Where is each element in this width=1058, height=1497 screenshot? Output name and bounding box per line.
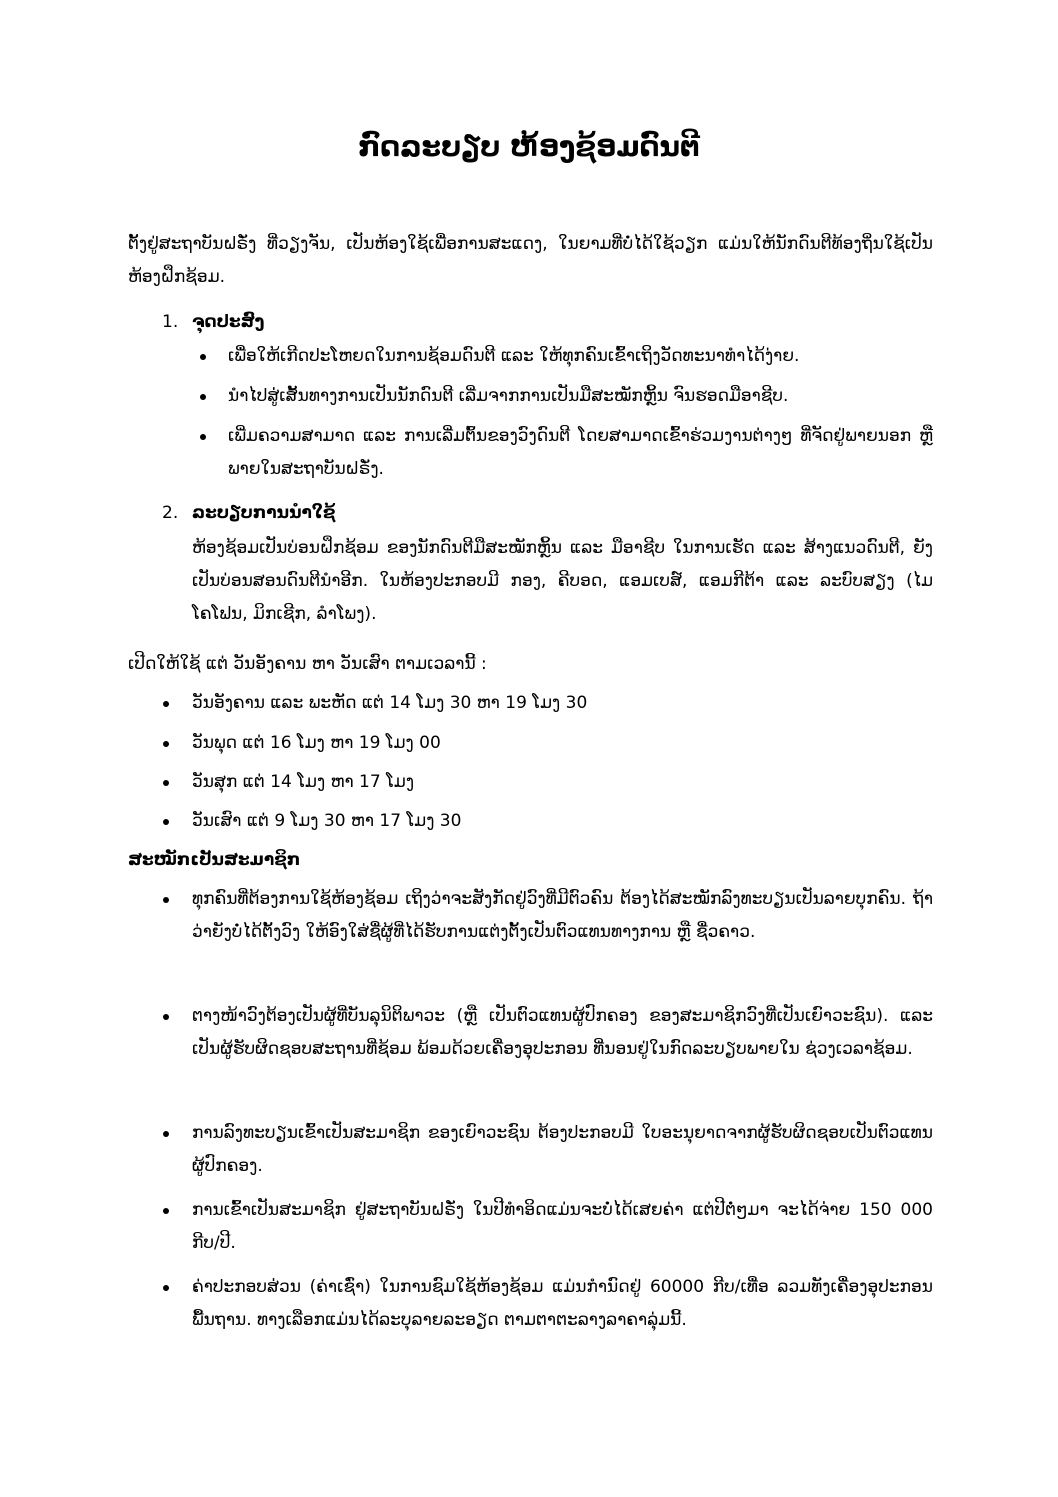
document-title: ກົດລະບຽບ ຫ້ອງຊ້ອມດົນຕີ: [358, 130, 700, 163]
bullet-icon: [163, 1208, 169, 1214]
membership-item: ທຸກຄົນທີ່ຕ້ອງການໃຊ້ຫ້ອງຊ້ອມ ເຖິງວ່າຈະສັງກັດຢູ່ວົງທີ່ມີຕົວຄົນ ຕ້ອງໄດ້ສະໝັກລົງທະບຽນເປັນລາຍບຸກຄົນ. ຖ້າວ່າຍັງບໍ່ໄດ້ຕັ້ງວົງ ໃຫ້ອົງໃສ່ຊື່ຜູ້ທີ່ໄດ້ຮັບການແຕ່ງຕັ້ງເປັນຕົວແທນທາງການ ຫຼື ຊື່ວຄາວ.: [192, 889, 933, 942]
list-item-text: ນຳໄປສູ່ເສັ້ນທາງການເປັນນັກດົນຕີ ເລີ່ມຈາກການເປັນມືສະໝັກຫຼິ້ນ ຈົນຮອດມືອາຊີບ.: [228, 386, 789, 406]
bullet-icon: [200, 434, 206, 440]
schedule-item: ວັນອັງຄານ ແລະ ພະຫັດ ແຕ່ 14 ໂມງ 30 ຫາ 19 ໂມງ 30: [192, 693, 588, 713]
membership-item: ການເຂົ້າເປັນສະມາຊິກ ຢູ່ສະຖາບັນຝຣັ່ງ ໃນປີທຳອິດແມ່ນຈະບໍ່ໄດ້ເສຍຄ່າ ແຕ່ປີຕໍ່ໆມາ ຈະໄດ້ຈ່າຍ 150 000 ກີບ/ປີ.: [192, 1200, 933, 1253]
bullet-icon: [163, 701, 169, 707]
bullet-icon: [163, 1285, 169, 1291]
schedule-item: ວັນພຸດ ແຕ່ 16 ໂມງ ຫາ 19 ໂມງ 00: [192, 733, 441, 753]
intro-paragraph: ຕັ້ງຢູ່ສະຖາບັນຝຣັ່ງ ທີ່ວຽງຈັນ, ເປັນຫ້ອງໃຊ້ເພື່ອການສະແດງ, ໃນຍາມທີ່ບໍ່ໄດ້ໃຊ້ວຽກ ແມ່ນໃຫ້ນັກດົນຕີທ້ອງຖິ່ນໃຊ້ເປັນຫ້ອງຝຶກຊ້ອມ.: [128, 234, 933, 287]
bullet-icon: [163, 780, 169, 786]
bullet-icon: [163, 1014, 169, 1020]
bullet-icon: [200, 394, 206, 400]
section-2-paragraph: ຫ້ອງຊ້ອມເປັນບ່ອນຝຶກຊ້ອມ ຂອງນັກດົນຕີມືສະໝັກຫຼິ້ນ ແລະ ມືອາຊີບ ໃນການເຮັດ ແລະ ສ້າງແນວດົນຕີ, ຍັງເປັນບ່ອນສອນດົນຕີນຳອີກ. ໃນຫ້ອງປະກອບມີ ກອງ, ຄີບອດ, ແອມເບສ໌, ແອມກີຕ້າ ແລະ ລະບົບສຽງ (ໄມໂຄໂຟນ, ມິກເຊີກ, ລຳໂພງ).: [192, 538, 933, 624]
section-2-number: 2.: [162, 503, 179, 523]
section-1-number: 1.: [162, 312, 179, 332]
membership-item: ຕາງໜ້າວົງຕ້ອງເປັນຜູ້ທີ່ບັນລຸນິຕິພາວະ (ຫຼື ເປັນຕົວແທນຜູ້ປົກຄອງ ຂອງສະມາຊິກວົງທີ່ເປັນເຍົາວະຊົນ). ແລະ ເປັນຜູ້ຮັບຜິດຊອບສະຖານທີ່ຊ້ອມ ພ້ອມດ້ວຍເຄື່ອງອຸປະກອນ ທີ່ນອນຢູ່ໃນກົດລະບຽບພາຍໃນ ຊ່ວງເວລາຊ້ອມ.: [192, 1006, 933, 1059]
bullet-icon: [163, 741, 169, 747]
membership-item: ຄ່າປະກອບສ່ວນ (ຄ່າເຊົ່າ) ໃນການຊົມໃຊ້ຫ້ອງຊ້ອມ ແມ່ນກຳນົດຢູ່ 60000 ກີບ/ເທື່ອ ລວມທັງເຄື່ອງອຸປະກອນພື້ນຖານ. ທາງເລືອກແມ່ນໄດ້ລະບຸລາຍລະອຽດ ຕາມຕາຕະລາງລາຄາລຸ່ມນີ້.: [192, 1277, 933, 1330]
bullet-icon: [200, 354, 206, 360]
section-2-title: ລະບຽບການນຳໃຊ້: [192, 503, 336, 523]
list-item-text: ເພື່ອໃຫ້ເກີດປະໂຫຍດໃນການຊ້ອມດົນຕີ ແລະ ໃຫ້ທຸກຄົນເຂົ້າເຖິງວັດທະນາທຳໄດ້ງ່າຍ.: [228, 346, 800, 366]
schedule-item: ວັນສຸກ ແຕ່ 14 ໂມງ ຫາ 17 ໂມງ: [192, 772, 415, 792]
membership-item: ການລົງທະບຽນເຂົ້າເປັນສະມາຊິກ ຂອງເຍົາວະຊົນ ຕ້ອງປະກອບມີ ໃບອະນຸຍາດຈາກຜູ້ຮັບຜິດຊອບເປັນຕົວແທນຜູ້ປົກຄອງ.: [192, 1123, 933, 1176]
bullet-icon: [163, 1131, 169, 1137]
schedule-intro: ເປີດໃຫ້ໃຊ້ ແຕ່ ວັນອັງຄານ ຫາ ວັນເສົາ ຕາມເວລານີ້ :: [128, 654, 487, 674]
membership-heading: ສະໝັກເປັນສະມາຊິກ: [128, 850, 301, 870]
section-1-title: ຈຸດປະສົງ: [192, 312, 265, 332]
schedule-item: ວັນເສົາ ແຕ່ 9 ໂມງ 30 ຫາ 17 ໂມງ 30: [192, 811, 462, 831]
list-item-text: ເພີ່ມຄວາມສາມາດ ແລະ ການເລີ່ມຕົ້ນຂອງວົງດົນຕີ ໂດຍສາມາດເຂົ້າຮ່ວມງານຕ່າງໆ ທີ່ຈັດຢູ່ພາຍນອກ ຫຼື ພາຍໃນສະຖາບັນຝຣັ່ງ.: [228, 426, 933, 479]
bullet-icon: [163, 819, 169, 825]
bullet-icon: [163, 897, 169, 903]
